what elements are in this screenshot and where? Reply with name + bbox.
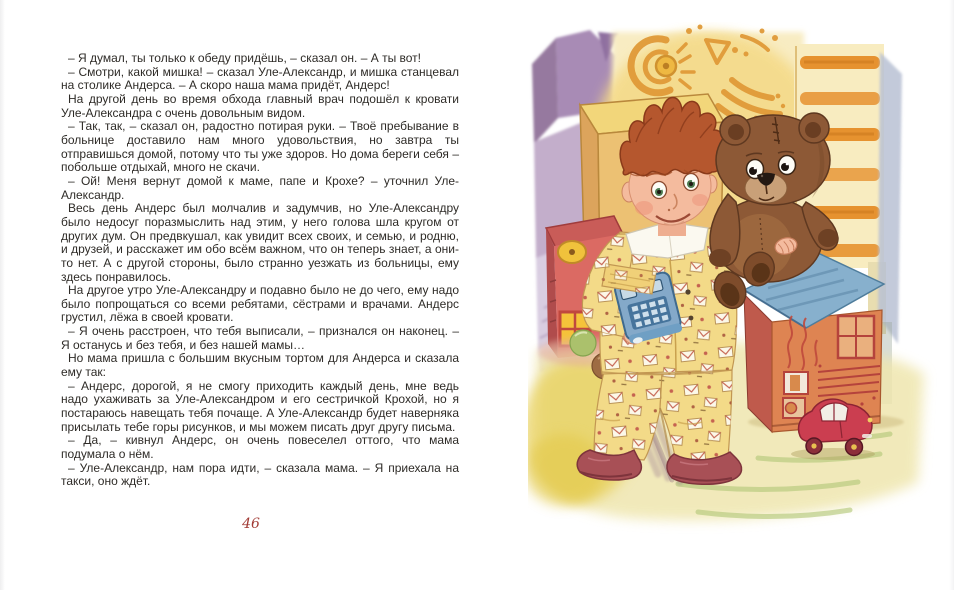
paragraph: Но мама пришла с большим вкусным тортом для Андерса и сказала ему так: bbox=[61, 351, 459, 380]
page-number: 46 bbox=[242, 516, 260, 532]
left-page-text bbox=[61, 52, 459, 489]
paragraph: – Так, так, – сказал он, радостно потирая руки. – Твоё пребывание в больнице доставило нам много удовольствия, но завтра ты отправишься домой, потому что ты уже здоров. Но дома береги себя – побольше отдыхай, много не скачи. bbox=[61, 119, 459, 175]
paragraph: – Андерс, дорогой, я не смогу приходить каждый день, мне ведь надо ухаживать за Уле-Александром и его сестричкой Крохой, но я постараюсь навещать тебя почаще. А Уле-Александр будет наверняка присылать тебе горы рисунков, и мы можем писать друг другу письма. bbox=[61, 378, 459, 434]
illustration bbox=[528, 22, 952, 562]
paragraph: На другое утро Уле-Александру и подавно было не до чего, ему надо было попрощаться со всеми ребятами, сёстрами и врачами. Андерс грустил, лёжа в своей кровати. bbox=[61, 283, 459, 325]
right-page bbox=[528, 22, 952, 562]
paragraph: – Ой! Меня вернут домой к маме, папе и Крохе? – уточнил Уле-Александр. bbox=[61, 173, 459, 202]
paragraph: – Уле-Александр, нам пора идти, – сказала мама. – Я приехала на такси, оно ждёт. bbox=[61, 460, 459, 489]
paragraph: – Да, – кивнул Андерс, он очень повеселел оттого, что мама подумала о нём. bbox=[61, 433, 459, 462]
paragraph: – Я думал, ты только к обеду придёшь, – сказал он. – А ты вот! bbox=[68, 51, 422, 65]
paragraph: – Я очень расстроен, что тебя выписали, – признался он наконец. – Я останусь и без тебя, и без нашей мамы… bbox=[61, 324, 459, 352]
paragraph: – Смотри, какой мишка! – сказал Уле-Александр, и мишка станцевал на столике Андерса. – А скоро наша мама придёт, Андерс! bbox=[61, 64, 459, 93]
paragraph: На другой день во время обхода главный врач подошёл к кровати Уле-Александра с очень довольным видом. bbox=[61, 91, 459, 120]
paragraph: Весь день Андерс был молчалив и задумчив, но Уле-Александру было недосуг поразмыслить над этим, у него голова шла кругом от других дум. Он предвкушал, как увидит всех своих, и семью, и родню, и друзей, и расскажет им обо всём важном, что он теперь знает, а они-то нет. А с другой стороны, было странно уезжать из больницы, ему здесь понравилось. bbox=[61, 201, 459, 284]
green-ball bbox=[570, 330, 596, 356]
